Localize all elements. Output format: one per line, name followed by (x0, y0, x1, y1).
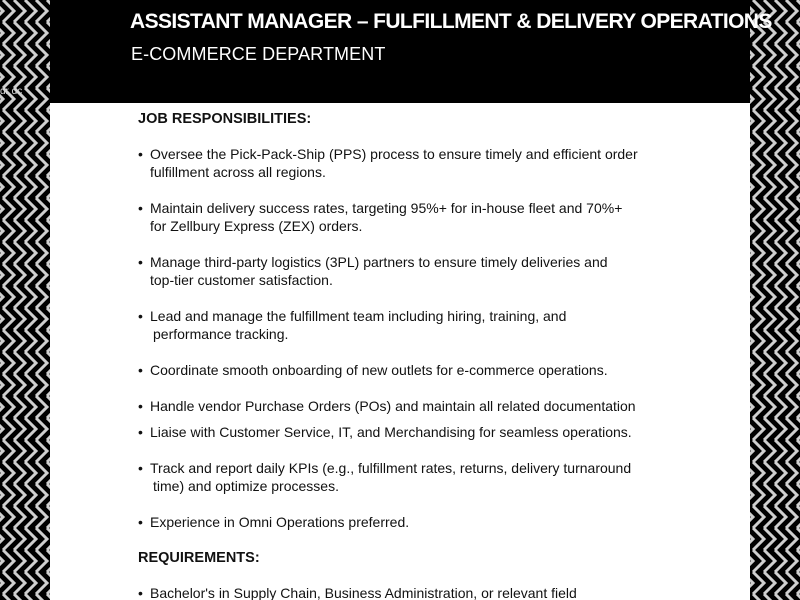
list-item-line: Coordinate smooth onboarding of new outlets for e-commerce operations. (150, 362, 608, 378)
chevron-pattern-mark (0, 594, 14, 600)
chevron-pattern-mark (750, 418, 764, 440)
chevron-pattern-mark (14, 22, 36, 44)
chevron-pattern-mark (764, 198, 786, 220)
chevron-pattern-mark (14, 594, 36, 600)
chevron-pattern-mark (0, 0, 14, 22)
chevron-pattern-mark (750, 330, 764, 352)
chevron-pattern-mark (0, 330, 14, 352)
list-item (138, 145, 730, 181)
chevron-pattern-mark (0, 396, 14, 418)
chevron-pattern-mark (764, 132, 786, 154)
chevron-pattern-mark (750, 352, 764, 374)
chevron-pattern-mark (750, 264, 764, 286)
chevron-pattern-mark (14, 308, 36, 330)
chevron-pattern-mark (764, 110, 786, 132)
list-item-line: Oversee the Pick-Pack-Ship (PPS) process to ensure timely and efficient order (150, 146, 638, 162)
chevron-pattern-mark (0, 286, 14, 308)
chevron-pattern-mark (14, 264, 36, 286)
list-item (138, 584, 730, 600)
job-description-content (138, 110, 730, 600)
chevron-pattern-mark (14, 572, 36, 594)
chevron-pattern-mark (14, 396, 36, 418)
chevron-pattern-mark (0, 374, 14, 396)
list-item-line: Experience in Omni Operations preferred. (150, 514, 410, 530)
chevron-pattern-mark (0, 528, 14, 550)
chevron-pattern-mark (0, 198, 14, 220)
list-item-line: fulfillment across all regions. (150, 164, 326, 180)
chevron-pattern-mark (14, 0, 36, 22)
decorative-pattern-right (750, 0, 800, 600)
chevron-pattern-mark (0, 352, 14, 374)
chevron-pattern-mark (0, 462, 14, 484)
chevron-pattern-mark (0, 242, 14, 264)
job-description-card (50, 103, 750, 600)
chevron-pattern-mark (14, 418, 36, 440)
chevron-pattern-mark (750, 66, 764, 88)
chevron-pattern-mark (14, 352, 36, 374)
chevron-pattern-mark (0, 154, 14, 176)
chevron-pattern-mark (0, 440, 14, 462)
list-item-line: for Zellbury Express (ZEX) orders. (150, 218, 363, 234)
chevron-pattern-mark (750, 176, 764, 198)
chevron-pattern-mark (14, 44, 36, 66)
chevron-pattern-mark (14, 440, 36, 462)
chevron-pattern-mark (14, 484, 36, 506)
chevron-pattern-mark (764, 176, 786, 198)
job-title: ASSISTANT MANAGER – FULFILLMENT & DELIVERY OPERATIONS (130, 10, 772, 33)
list-item-line: Manage third-party logistics (3PL) partners to ensure timely deliveries and (150, 254, 608, 270)
chevron-pattern-mark (750, 396, 764, 418)
chevron-pattern-mark (764, 506, 786, 528)
list-item (138, 513, 730, 531)
chevron-pattern-mark (14, 66, 36, 88)
responsibilities-list (138, 145, 730, 531)
chevron-pattern-mark (750, 440, 764, 462)
chevron-pattern-mark (764, 88, 786, 110)
chevron-pattern-mark (14, 330, 36, 352)
chevron-pattern-mark (14, 286, 36, 308)
chevron-pattern-mark (750, 44, 764, 66)
chevron-pattern-mark (764, 572, 786, 594)
chevron-pattern-mark (764, 396, 786, 418)
chevron-pattern-mark (0, 176, 14, 198)
chevron-pattern-mark (750, 154, 764, 176)
chevron-pattern-mark (750, 462, 764, 484)
chevron-pattern-mark (0, 484, 14, 506)
chevron-pattern-mark (0, 44, 14, 66)
chevron-pattern-mark (0, 66, 14, 88)
list-item-line: Bachelor's in Supply Chain, Business Administration, or relevant field (150, 585, 577, 600)
list-item (138, 361, 730, 379)
chevron-pattern-mark (0, 132, 14, 154)
chevron-pattern-mark (750, 110, 764, 132)
chevron-pattern-mark (750, 572, 764, 594)
list-item-line: top-tier customer satisfaction. (150, 272, 333, 288)
list-item-line: Liaise with Customer Service, IT, and Merchandising for seamless operations. (150, 424, 632, 440)
chevron-pattern-mark (14, 198, 36, 220)
responsibilities-heading: JOB RESPONSIBILITIES: (138, 111, 312, 127)
list-item (138, 307, 730, 343)
list-item (138, 423, 730, 441)
chevron-pattern-mark (14, 462, 36, 484)
requirements-heading: REQUIREMENTS: (138, 550, 260, 566)
department-label: E-COMMERCE DEPARTMENT (131, 44, 386, 64)
chevron-pattern-mark (36, 594, 50, 600)
chevron-pattern-mark (750, 528, 764, 550)
chevron-pattern-mark (750, 242, 764, 264)
chevron-pattern-mark (764, 154, 786, 176)
chevron-pattern-mark (14, 528, 36, 550)
chevron-pattern-mark (750, 374, 764, 396)
list-item-line: Lead and manage the fulfillment team including hiring, training, and (150, 308, 567, 324)
chevron-pattern-mark (764, 528, 786, 550)
list-item (138, 199, 730, 235)
requirements-list (138, 584, 730, 600)
chevron-pattern-mark (14, 132, 36, 154)
chevron-pattern-mark (764, 330, 786, 352)
chevron-pattern-mark (14, 154, 36, 176)
chevron-pattern-mark (764, 462, 786, 484)
list-item-line: Handle vendor Purchase Orders (POs) and maintain all related documentation (150, 398, 636, 414)
chevron-pattern-mark (750, 88, 764, 110)
chevron-pattern-mark (14, 242, 36, 264)
chevron-pattern-mark (0, 22, 14, 44)
chevron-pattern-mark (750, 484, 764, 506)
list-item-line: performance tracking. (153, 326, 289, 342)
chevron-pattern-mark (764, 440, 786, 462)
side-text-fragment: dr dc (0, 86, 23, 97)
chevron-pattern-mark (764, 594, 786, 600)
list-item (138, 397, 730, 415)
chevron-pattern-mark (764, 418, 786, 440)
chevron-pattern-mark (764, 220, 786, 242)
chevron-pattern-mark (750, 550, 764, 572)
chevron-pattern-mark (764, 374, 786, 396)
chevron-pattern-mark (0, 220, 14, 242)
chevron-pattern-mark (764, 352, 786, 374)
chevron-pattern-mark (750, 132, 764, 154)
chevron-pattern-mark (14, 110, 36, 132)
chevron-pattern-mark (0, 418, 14, 440)
chevron-pattern-mark (764, 550, 786, 572)
chevron-pattern-mark (750, 220, 764, 242)
chevron-pattern-mark (0, 572, 14, 594)
chevron-pattern-mark (764, 66, 786, 88)
list-item-line: Track and report daily KPIs (e.g., fulfillment rates, returns, delivery turnaround (150, 460, 632, 476)
chevron-pattern-mark (0, 264, 14, 286)
chevron-pattern-mark (764, 484, 786, 506)
list-item (138, 253, 730, 289)
chevron-pattern-mark (750, 286, 764, 308)
chevron-pattern-mark (764, 286, 786, 308)
list-item-line: Maintain delivery success rates, targeting 95%+ for in-house fleet and 70%+ (150, 200, 623, 216)
chevron-pattern-mark (14, 550, 36, 572)
chevron-pattern-mark (764, 308, 786, 330)
header-banner (50, 0, 772, 103)
chevron-pattern-mark (14, 374, 36, 396)
chevron-pattern-mark (764, 264, 786, 286)
chevron-pattern-mark (750, 308, 764, 330)
list-item-line: time) and optimize processes. (153, 478, 339, 494)
chevron-pattern-mark (750, 506, 764, 528)
chevron-pattern-mark (764, 44, 786, 66)
chevron-pattern-mark (750, 594, 764, 600)
chevron-pattern-mark (0, 110, 14, 132)
chevron-pattern-mark (0, 506, 14, 528)
chevron-pattern-mark (764, 242, 786, 264)
chevron-pattern-mark (14, 220, 36, 242)
list-item (138, 459, 730, 495)
chevron-pattern-mark (786, 594, 800, 600)
chevron-pattern-mark (14, 176, 36, 198)
chevron-pattern-mark (750, 198, 764, 220)
chevron-pattern-mark (14, 506, 36, 528)
chevron-pattern-mark (0, 550, 14, 572)
chevron-pattern-mark (0, 308, 14, 330)
